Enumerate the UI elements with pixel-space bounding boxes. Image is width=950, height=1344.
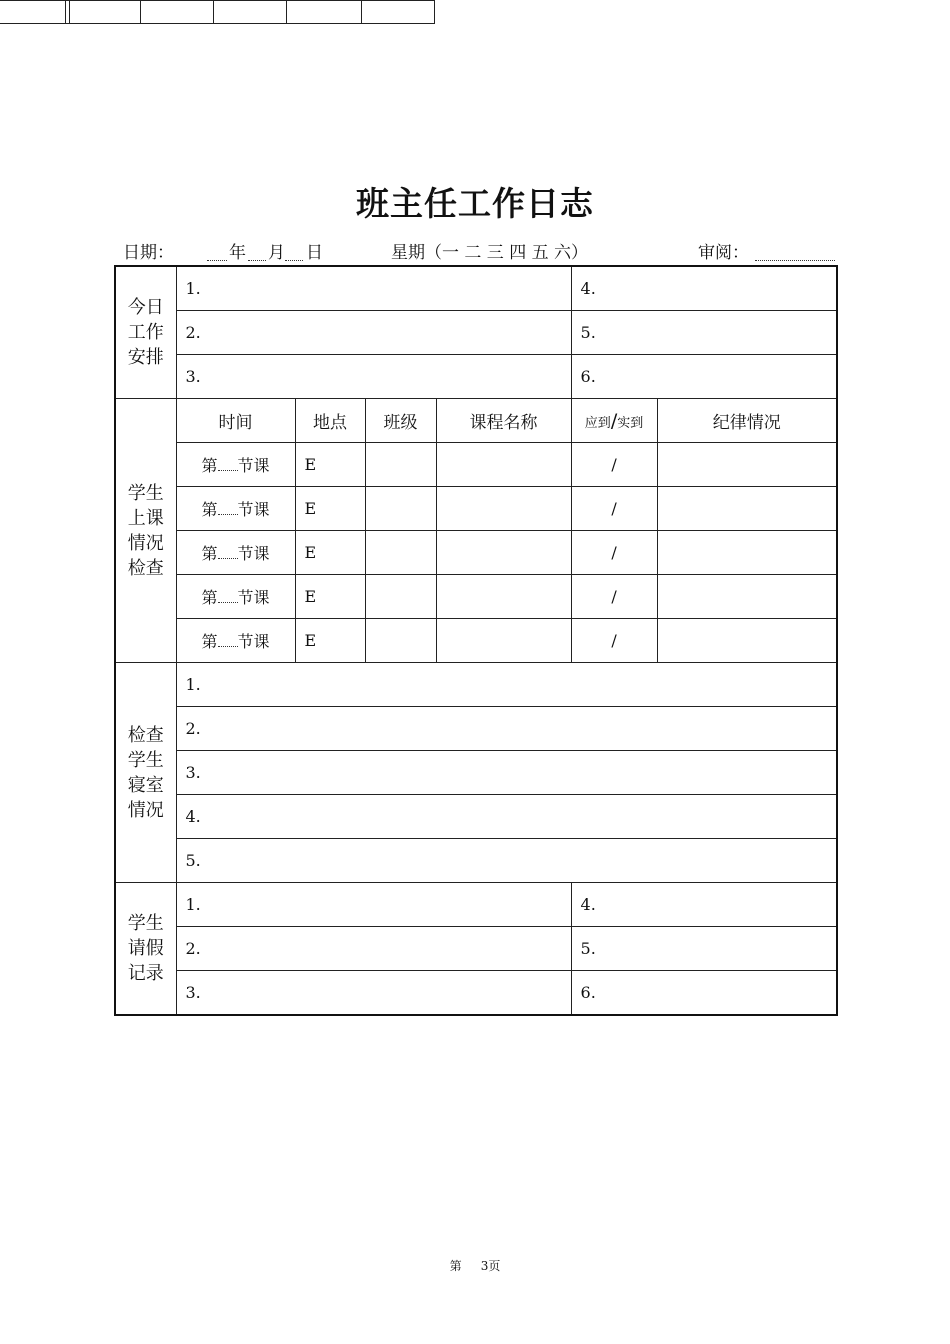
leave-item-3[interactable]: 3. [176, 971, 571, 1016]
dorm-item-5[interactable]: 5. [176, 839, 837, 883]
period-cell: 第 节课 [176, 443, 295, 487]
period-blank[interactable] [218, 544, 238, 559]
section-label-leave: 学生请假记录 [115, 883, 176, 1016]
date-label: 日期： [123, 243, 174, 263]
period-cell: 第 节课 [176, 487, 295, 531]
period-blank[interactable] [218, 500, 238, 515]
dorm-item-1[interactable]: 1. [176, 663, 837, 707]
day-blank[interactable] [285, 260, 303, 261]
day-label: 日 [306, 243, 323, 263]
strip-cell [214, 0, 287, 24]
weekday-selector[interactable]: 星期（一 二 三 四 五 六） [391, 243, 589, 263]
place-cell[interactable]: E [295, 575, 365, 619]
attendance-cell[interactable]: / [571, 619, 657, 663]
discipline-cell[interactable] [657, 531, 837, 575]
course-cell[interactable] [436, 443, 571, 487]
section-label-classes: 学生上课情况检查 [115, 399, 176, 663]
year-label: 年 [229, 243, 246, 263]
today-item-1[interactable]: 1. [176, 266, 571, 311]
place-cell[interactable]: E [295, 531, 365, 575]
table-row [115, 575, 837, 619]
attendance-cell[interactable]: / [571, 575, 657, 619]
table-row [115, 487, 837, 531]
discipline-cell[interactable] [657, 443, 837, 487]
year-blank[interactable] [207, 260, 227, 261]
table-row [115, 443, 837, 487]
col-header-attendance [571, 399, 657, 443]
strip-cell [141, 0, 214, 24]
today-item-2[interactable]: 2. [176, 311, 571, 355]
strip-cell [287, 0, 362, 24]
period-cell: 第 节课 [176, 531, 295, 575]
page-title: 班主任工作日志 [356, 184, 594, 223]
month-blank[interactable] [248, 260, 266, 261]
attend-label-b: 实到 [617, 415, 644, 431]
class-cell[interactable] [365, 487, 436, 531]
today-item-4[interactable]: 4. [571, 266, 837, 311]
course-cell[interactable] [436, 531, 571, 575]
col-header-time: 时间 [176, 399, 295, 443]
leave-item-1[interactable]: 1. [176, 883, 571, 927]
attendance-cell[interactable]: / [571, 443, 657, 487]
col-header-discipline: 纪律情况 [657, 399, 837, 443]
dorm-item-2[interactable]: 2. [176, 707, 837, 751]
attendance-cell[interactable]: / [571, 487, 657, 531]
month-label: 月 [268, 243, 285, 263]
period-cell: 第 节课 [176, 619, 295, 663]
class-cell[interactable] [365, 619, 436, 663]
period-cell: 第 节课 [176, 575, 295, 619]
table-row [115, 531, 837, 575]
period-blank[interactable] [218, 456, 238, 471]
col-header-class: 班级 [365, 399, 436, 443]
log-table [114, 265, 838, 1016]
class-cell[interactable] [365, 575, 436, 619]
footer-prefix: 第 [449, 1259, 462, 1273]
col-header-course: 课程名称 [436, 399, 571, 443]
strip-cell [70, 0, 141, 24]
today-item-5[interactable]: 5. [571, 311, 837, 355]
col-header-place: 地点 [295, 399, 365, 443]
today-item-3[interactable]: 3. [176, 355, 571, 399]
discipline-cell[interactable] [657, 575, 837, 619]
dorm-item-3[interactable]: 3. [176, 751, 837, 795]
strip-cell [362, 0, 435, 24]
course-cell[interactable] [436, 575, 571, 619]
discipline-cell[interactable] [657, 619, 837, 663]
page-footer [0, 1257, 950, 1274]
attend-sep: / [610, 409, 618, 432]
table-row [115, 619, 837, 663]
section-label-today: 今日工作安排 [115, 266, 176, 399]
header-line [0, 238, 950, 264]
discipline-cell[interactable] [657, 487, 837, 531]
place-cell[interactable]: E [295, 619, 365, 663]
footer-suffix: 页 [488, 1259, 501, 1273]
place-cell[interactable]: E [295, 443, 365, 487]
attend-label-a: 应到 [584, 415, 611, 431]
leave-item-6[interactable]: 6. [571, 971, 837, 1016]
attendance-cell[interactable]: / [571, 531, 657, 575]
course-cell[interactable] [436, 619, 571, 663]
review-label: 审阅： [698, 243, 749, 263]
period-blank[interactable] [218, 632, 238, 647]
section-label-dorm: 检查学生寝室情况 [115, 663, 176, 883]
class-cell[interactable] [365, 531, 436, 575]
today-item-6[interactable]: 6. [571, 355, 837, 399]
leave-item-5[interactable]: 5. [571, 927, 837, 971]
period-blank[interactable] [218, 588, 238, 603]
dorm-item-4[interactable]: 4. [176, 795, 837, 839]
page-number: 3 [480, 1259, 489, 1273]
class-cell[interactable] [365, 443, 436, 487]
strip-cell [0, 0, 66, 24]
place-cell[interactable]: E [295, 487, 365, 531]
leave-item-2[interactable]: 2. [176, 927, 571, 971]
leave-item-4[interactable]: 4. [571, 883, 837, 927]
review-blank[interactable] [755, 260, 835, 261]
course-cell[interactable] [436, 487, 571, 531]
